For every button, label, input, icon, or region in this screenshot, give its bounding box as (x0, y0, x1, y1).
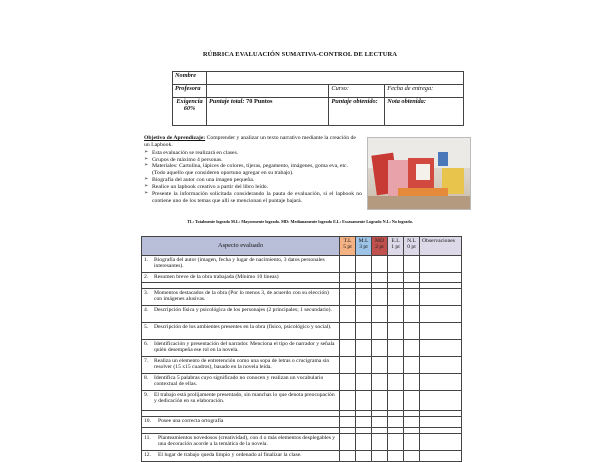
score-cell-el[interactable] (388, 417, 404, 428)
instruction-item: ➢ Materiales: Cartulina, lápices de colores, tijeras, pegamento, imágenes, goma eva, etc. (Todo aquello que consideren oportuno agregar en su trabajo). (144, 163, 362, 177)
rubric-row (142, 434, 462, 451)
exigencia-label: Exigencia 60% (173, 98, 207, 126)
instruction-item: ➢ Realice un lapbook creativo a partir del libro leído. (144, 184, 362, 191)
score-cell-md[interactable] (372, 289, 388, 306)
observation-cell[interactable] (420, 340, 462, 357)
score-cell-ml[interactable] (356, 323, 372, 340)
score-cell-nl[interactable] (404, 357, 420, 374)
rubric-row (142, 340, 462, 357)
score-cell-el[interactable] (388, 434, 404, 451)
document-title: RÚBRICA EVALUACIÓN SUMATIVA-CONTROL DE LECTURA (202, 51, 398, 58)
criterion-text: Momentos destacados de la obra (Por lo menos 3, de acuerdo con su elección) con imágenes alusivas. (154, 290, 329, 303)
criterion-text: Planteamientos novedosos (creatividad), con 4 o más elementos desplegables y una decoración acorde a la temática de la novela. (158, 435, 336, 448)
score-cell-el[interactable] (388, 391, 404, 411)
criterion-cell (142, 256, 340, 273)
score-cell-nl[interactable] (404, 340, 420, 357)
score-cell-tl[interactable] (340, 289, 356, 306)
observation-cell[interactable] (420, 391, 462, 411)
photo-table-surface (368, 196, 470, 209)
criterion-cell (142, 306, 340, 323)
score-cell-el[interactable] (388, 357, 404, 374)
score-cell-md[interactable] (372, 340, 388, 357)
score-cell-md[interactable] (372, 256, 388, 273)
score-cell-tl[interactable] (340, 306, 356, 323)
score-cell-tl[interactable] (340, 391, 356, 411)
criterion-number: 12. (144, 452, 151, 458)
score-cell-tl[interactable] (340, 417, 356, 428)
header-nl: N.L 0 pt (404, 237, 420, 256)
observation-cell[interactable] (420, 289, 462, 306)
rubric-row (142, 417, 462, 428)
lapbook-photo (367, 137, 471, 210)
score-cell-el[interactable] (388, 451, 404, 462)
rubric-row (142, 306, 462, 323)
criterion-number: 2. (144, 274, 149, 280)
observation-cell[interactable] (420, 323, 462, 340)
criterion-number: 6. (144, 341, 149, 347)
criterion-text: El lugar de trabajo queda limpio y ordenado al finalizar la clase. (158, 452, 302, 458)
score-cell-tl[interactable] (340, 374, 356, 391)
objective-heading: Objetivo de Aprendizaje: (144, 135, 206, 141)
criterion-cell (142, 273, 340, 283)
score-cell-el[interactable] (388, 256, 404, 273)
criterion-text: Descripción de los ambientes presentes en la obra (físico, psicológico y social). (154, 324, 332, 330)
objective-section (144, 135, 362, 204)
score-cell-nl[interactable] (404, 391, 420, 411)
score-cell-md[interactable] (372, 273, 388, 283)
instruction-item: ➢ Grupos de máximo 4 personas. (144, 157, 362, 164)
score-cell-ml[interactable] (356, 451, 372, 462)
score-cell-ml[interactable] (356, 340, 372, 357)
header-observaciones: Observaciones (420, 237, 462, 256)
score-cell-nl[interactable] (404, 417, 420, 428)
score-cell-md[interactable] (372, 434, 388, 451)
score-cell-nl[interactable] (404, 374, 420, 391)
score-cell-md[interactable] (372, 417, 388, 428)
fecha-label: Fecha de entrega: (385, 85, 464, 98)
score-cell-md[interactable] (372, 451, 388, 462)
header-el: E.L 1 pt (388, 237, 404, 256)
score-cell-md[interactable] (372, 357, 388, 374)
score-cell-nl[interactable] (404, 434, 420, 451)
instruction-item: ➢ Presente la información solicitada considerando la pauta de evaluación, si el lapbook no contiene uno de los temas que allí se mencionan el puntaje bajará. (144, 191, 362, 205)
puntaje-total-value: 70 Puntos (246, 98, 273, 105)
rubric-table (141, 236, 462, 462)
score-cell-tl[interactable] (340, 323, 356, 340)
score-cell-el[interactable] (388, 273, 404, 283)
criterion-number: 9. (144, 392, 149, 398)
criterion-text: Posee una correcta ortografía (158, 418, 224, 424)
criterion-text: Descripción física y psicológica de los personajes (2 principales; 1 secundario). (154, 307, 332, 313)
rubric-row (142, 273, 462, 283)
rubric-row (142, 323, 462, 340)
criterion-text: El trabajo está prolijamente presentado, sin manchas lo que denota preocupación y dedicación en su elaboración. (154, 392, 335, 405)
observation-cell[interactable] (420, 451, 462, 462)
score-cell-nl[interactable] (404, 306, 420, 323)
score-cell-md[interactable] (372, 323, 388, 340)
criterion-cell (142, 391, 340, 411)
photo-white-sheet (416, 164, 430, 180)
profesora-label: Profesora (173, 85, 207, 98)
observation-cell[interactable] (420, 374, 462, 391)
puntaje-total-label: Puntaje total: (208, 98, 245, 105)
criterion-text: Identificación y presentación del narrador. Menciona el tipo de narrador y señala quién desempeña ese rol en la novela. (154, 341, 335, 354)
score-cell-tl[interactable] (340, 451, 356, 462)
criterion-cell (142, 451, 340, 462)
criterion-cell (142, 417, 340, 428)
score-cell-el[interactable] (388, 340, 404, 357)
rubric-row (142, 374, 462, 391)
criterion-text: Realiza un elemento de entretención como una sopa de letras o crucigrama sin resolver (15 x15 cuadros), basado en la novela leída. (154, 358, 330, 371)
score-cell-el[interactable] (388, 323, 404, 340)
score-cell-ml[interactable] (356, 374, 372, 391)
score-cell-nl[interactable] (404, 273, 420, 283)
instructions-list (144, 150, 362, 205)
criterion-cell (142, 340, 340, 357)
rubric-row (142, 289, 462, 306)
score-cell-tl[interactable] (340, 434, 356, 451)
criterion-number: 10. (144, 418, 151, 424)
photo-orange-strip (398, 188, 448, 196)
rubric-row (142, 451, 462, 462)
observation-cell[interactable] (420, 434, 462, 451)
instruction-item: ➢ Esta evaluación se realizará en clases. (144, 150, 362, 157)
curso-label: Curso: (329, 85, 385, 98)
score-cell-md[interactable] (372, 374, 388, 391)
observation-cell[interactable] (420, 417, 462, 428)
observation-cell[interactable] (420, 306, 462, 323)
student-info-table (172, 71, 464, 126)
criterion-text: Biografía del autor (imagen, fecha y lugar de nacimiento, 3 datos personales interesantes). (154, 257, 325, 270)
scoring-legend: TL: Totalmente logrado M.L: Mayormente logrado. MD: Medianamente logrado E.L: Escasamente Logrado N.L: No logrado. (187, 219, 413, 224)
header-md: MD 2 pt (372, 237, 388, 256)
score-cell-el[interactable] (388, 289, 404, 306)
score-cell-nl[interactable] (404, 451, 420, 462)
score-cell-ml[interactable] (356, 391, 372, 411)
criterion-number: 5. (144, 324, 149, 330)
score-cell-nl[interactable] (404, 323, 420, 340)
criterion-cell (142, 357, 340, 374)
score-cell-tl[interactable] (340, 256, 356, 273)
score-cell-ml[interactable] (356, 289, 372, 306)
score-cell-ml[interactable] (356, 306, 372, 323)
objective-text: Comprender y analizar un texto narrativo mediante la creación de un Lapbook. (144, 135, 356, 148)
instruction-item: ➢ Biografía del autor con una imagen pequeña. (144, 177, 362, 184)
criterion-number: 7. (144, 358, 149, 364)
criterion-cell (142, 289, 340, 306)
criterion-number: 11. (144, 435, 151, 441)
header-aspecto: Aspecto evaluado (142, 237, 340, 256)
nombre-label: Nombre (173, 72, 207, 85)
score-cell-el[interactable] (388, 306, 404, 323)
score-cell-tl[interactable] (340, 357, 356, 374)
score-cell-tl[interactable] (340, 340, 356, 357)
criterion-cell (142, 374, 340, 391)
puntaje-obtenido-label: Puntaje obtenido: (329, 98, 385, 126)
score-cell-md[interactable] (372, 306, 388, 323)
score-cell-ml[interactable] (356, 417, 372, 428)
criterion-cell (142, 323, 340, 340)
score-cell-ml[interactable] (356, 273, 372, 283)
score-cell-md[interactable] (372, 391, 388, 411)
score-cell-ml[interactable] (356, 256, 372, 273)
score-cell-nl[interactable] (404, 256, 420, 273)
observation-cell[interactable] (420, 256, 462, 273)
criterion-text: Resumen breve de la obra trabajada (Mínimo 10 líneas) (154, 274, 279, 280)
criterion-number: 3. (144, 290, 149, 296)
rubric-row (142, 256, 462, 273)
objective-paragraph (144, 135, 362, 149)
observation-cell[interactable] (420, 357, 462, 374)
observation-cell[interactable] (420, 273, 462, 283)
header-tl: T.L 5 pt (340, 237, 356, 256)
header-ml: M.L 3 pt (356, 237, 372, 256)
score-cell-tl[interactable] (340, 273, 356, 283)
score-cell-ml[interactable] (356, 434, 372, 451)
nota-label: Nota obtenida: (385, 98, 464, 126)
photo-blue-item (438, 152, 448, 166)
score-cell-nl[interactable] (404, 289, 420, 306)
criterion-number: 8. (144, 375, 149, 381)
criterion-number: 1. (144, 257, 149, 263)
profesora-field[interactable] (206, 85, 328, 98)
nombre-field[interactable] (206, 72, 463, 85)
rubric-row (142, 357, 462, 374)
criterion-cell (142, 434, 340, 451)
criterion-text: Identifica 5 palabras cuyo significado no conocen y realizan un vocabulario contextual de ellas. (154, 375, 324, 388)
score-cell-ml[interactable] (356, 357, 372, 374)
puntaje-total-cell (206, 98, 328, 126)
criterion-number: 4. (144, 307, 149, 313)
rubric-row (142, 391, 462, 411)
score-cell-el[interactable] (388, 374, 404, 391)
